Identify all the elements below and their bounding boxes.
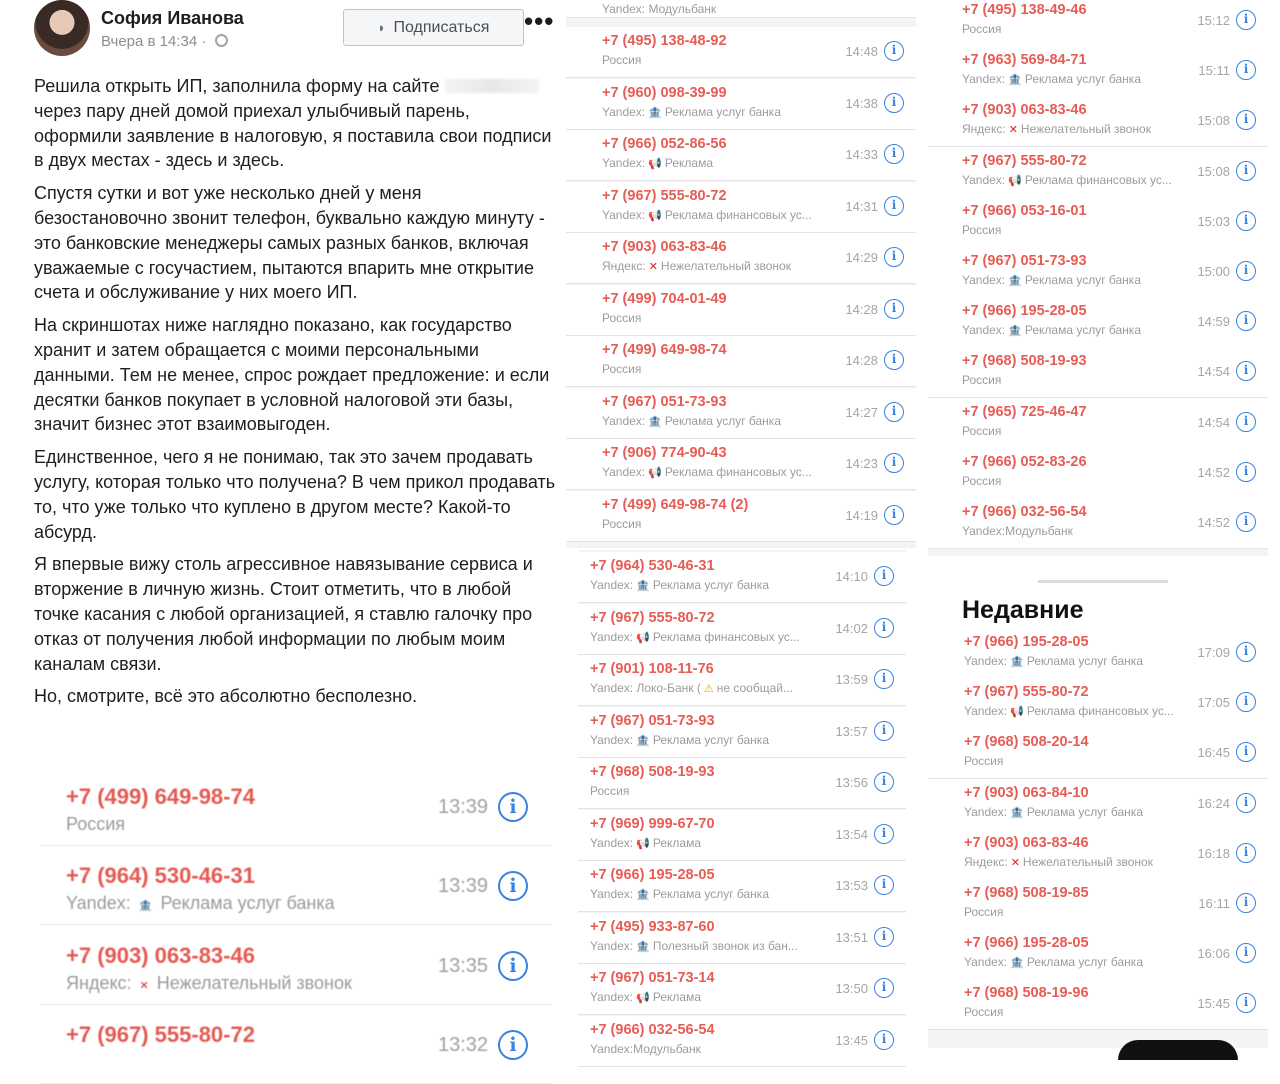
call-time: 16:18 bbox=[1197, 845, 1230, 861]
call-label: Яндекс: ✕ Нежелательный звонок bbox=[962, 122, 1151, 137]
call-time: 17:05 bbox=[1197, 695, 1230, 711]
info-icon[interactable]: i bbox=[1236, 211, 1256, 231]
call-row[interactable] bbox=[566, 0, 916, 18]
call-label: Yandex: 📢 Реклама bbox=[590, 835, 701, 850]
subscribe-button[interactable] bbox=[343, 9, 524, 46]
phone-number: +7 (967) 555-80-72 bbox=[590, 609, 715, 626]
call-row[interactable] bbox=[928, 347, 1268, 398]
call-row[interactable] bbox=[566, 388, 916, 439]
info-icon[interactable]: i bbox=[1236, 843, 1256, 863]
call-row[interactable] bbox=[928, 779, 1268, 830]
more-options-icon[interactable]: ••• bbox=[524, 6, 555, 36]
phone-number: +7 (903) 063-83-46 bbox=[602, 239, 727, 255]
phone-number: +7 (966) 053-16-01 bbox=[962, 202, 1087, 219]
call-label: Россия bbox=[964, 1005, 1004, 1020]
phone-number: +7 (966) 195-28-05 bbox=[590, 867, 715, 883]
phone-number: +7 (966) 195-28-05 bbox=[962, 303, 1087, 320]
call-time: 15:45 bbox=[1197, 996, 1230, 1012]
bank-icon: 🏦 bbox=[636, 889, 650, 901]
info-icon[interactable]: i bbox=[1236, 311, 1256, 331]
call-time: 13:32 bbox=[438, 1034, 489, 1056]
call-label: Yandex: Локо-Банк ( ⚠ не сообщай... bbox=[590, 681, 793, 695]
call-time: 13:39 bbox=[438, 875, 489, 897]
phone-number: +7 (965) 725-46-47 bbox=[962, 403, 1087, 420]
call-time: 15:03 bbox=[1197, 213, 1230, 229]
cross-icon: ✕ bbox=[1010, 856, 1020, 869]
call-row[interactable] bbox=[578, 758, 906, 809]
info-icon[interactable]: i bbox=[884, 93, 904, 113]
phone-number: +7 (903) 063-83-46 bbox=[66, 943, 255, 968]
call-row[interactable] bbox=[928, 879, 1268, 930]
call-time: 13:56 bbox=[835, 775, 868, 790]
call-row[interactable] bbox=[928, 448, 1268, 499]
call-row[interactable] bbox=[578, 810, 906, 861]
author-name[interactable]: София Иванова bbox=[101, 8, 244, 28]
call-log-panel bbox=[578, 550, 906, 1056]
call-row[interactable] bbox=[578, 861, 906, 912]
info-icon[interactable]: i bbox=[1236, 261, 1256, 281]
call-time: 13:51 bbox=[835, 929, 868, 945]
globe-icon bbox=[215, 34, 228, 47]
info-icon[interactable]: i bbox=[1236, 110, 1256, 130]
call-row[interactable] bbox=[566, 130, 916, 181]
bank-icon: 🏦 bbox=[1010, 806, 1024, 819]
info-icon[interactable]: i bbox=[1236, 512, 1256, 532]
bank-icon: 🏦 bbox=[636, 580, 650, 592]
call-label: Россия bbox=[66, 814, 126, 834]
info-icon[interactable]: i bbox=[1236, 161, 1256, 181]
call-label: Yandex: 📢 Реклама финансовых ус... bbox=[964, 704, 1174, 719]
info-icon[interactable]: i bbox=[1236, 10, 1256, 30]
call-row[interactable] bbox=[928, 398, 1268, 449]
call-time: 15:08 bbox=[1197, 113, 1230, 129]
call-time: 15:08 bbox=[1197, 163, 1230, 179]
call-time: 14:38 bbox=[845, 95, 878, 111]
info-icon[interactable]: i bbox=[874, 772, 894, 792]
megaphone-icon: 📢 bbox=[1008, 174, 1022, 187]
call-label: Yandex: 🏦 Реклама услуг банка bbox=[590, 732, 769, 747]
call-row[interactable] bbox=[928, 0, 1268, 47]
call-row[interactable] bbox=[928, 728, 1268, 779]
info-icon[interactable]: i bbox=[1236, 793, 1256, 813]
call-label: Россия bbox=[962, 222, 1002, 237]
info-icon[interactable]: i bbox=[884, 350, 904, 370]
phone-number: +7 (963) 569-84-71 bbox=[962, 52, 1087, 69]
info-icon[interactable]: i bbox=[884, 453, 904, 473]
call-time: 14:33 bbox=[845, 147, 878, 162]
call-time: 13:57 bbox=[835, 723, 868, 739]
call-label: Yandex: 📢 Реклама финансовых ус... bbox=[602, 207, 812, 222]
call-label: Yandex: 🏦 Реклама услуг банка bbox=[964, 804, 1143, 819]
rss-icon: ◗ bbox=[377, 20, 386, 35]
info-icon[interactable]: i bbox=[884, 247, 904, 267]
info-icon[interactable]: i bbox=[874, 875, 894, 895]
bank-icon: 🏦 bbox=[1010, 957, 1024, 970]
megaphone-icon: 📢 bbox=[648, 209, 662, 222]
call-row[interactable] bbox=[578, 655, 906, 706]
call-row[interactable] bbox=[566, 336, 916, 387]
call-time: 13:59 bbox=[835, 672, 868, 687]
phone-number: +7 (966) 052-86-56 bbox=[602, 136, 727, 152]
call-label: Yandex: 📢 Реклама финансовых ус... bbox=[590, 629, 800, 644]
call-time: 14:59 bbox=[1197, 314, 1230, 330]
call-time: 14:29 bbox=[845, 250, 878, 265]
post-meta bbox=[101, 33, 228, 50]
phone-number: +7 (499) 649-98-74 bbox=[66, 784, 255, 809]
phone-number: +7 (968) 508-19-96 bbox=[964, 985, 1089, 1002]
call-label: Yandex: 🏦 Полезный звонок из бан... bbox=[590, 938, 798, 953]
phone-number: +7 (499) 649-98-74 (2) bbox=[602, 496, 749, 513]
info-icon[interactable]: i bbox=[498, 792, 528, 822]
call-row[interactable] bbox=[928, 628, 1268, 679]
recent-calls-panel bbox=[928, 566, 1268, 1048]
call-time: 16:06 bbox=[1197, 946, 1230, 962]
info-icon[interactable]: i bbox=[874, 721, 894, 741]
call-row[interactable] bbox=[40, 770, 552, 846]
call-time: 16:45 bbox=[1197, 745, 1230, 761]
call-label: Yandex:Модульбанк bbox=[962, 524, 1073, 538]
info-icon[interactable]: i bbox=[1236, 60, 1256, 80]
megaphone-icon: 📢 bbox=[636, 837, 650, 850]
info-icon[interactable]: i bbox=[498, 1030, 528, 1060]
call-label: Россия bbox=[962, 22, 1002, 36]
info-icon[interactable]: i bbox=[884, 144, 904, 164]
call-row[interactable] bbox=[928, 46, 1268, 97]
phone-number: +7 (499) 704-01-49 bbox=[602, 290, 727, 307]
info-icon[interactable]: i bbox=[1236, 943, 1256, 963]
call-label: Яндекс: ✕ Нежелательный звонок bbox=[964, 854, 1153, 869]
phone-number: +7 (968) 508-20-14 bbox=[964, 734, 1089, 751]
call-row[interactable] bbox=[566, 27, 916, 78]
call-row[interactable] bbox=[566, 233, 916, 284]
phone-number: +7 (967) 555-80-72 bbox=[66, 1022, 255, 1047]
phone-number: +7 (903) 063-83-46 bbox=[962, 102, 1087, 119]
call-label: Россия bbox=[962, 373, 1002, 388]
call-row[interactable] bbox=[578, 913, 906, 964]
cross-icon: ✕ bbox=[139, 980, 149, 992]
phone-number: +7 (967) 051-73-93 bbox=[962, 253, 1087, 269]
cross-icon: ✕ bbox=[648, 261, 658, 273]
phone-number: +7 (967) 051-73-93 bbox=[590, 712, 715, 729]
megaphone-icon: 📢 bbox=[636, 992, 650, 1004]
info-icon[interactable]: i bbox=[1236, 642, 1256, 662]
call-row[interactable] bbox=[928, 498, 1268, 549]
bank-icon: 🏦 bbox=[648, 106, 662, 119]
call-label: Yandex: 📢 Реклама bbox=[602, 156, 713, 170]
call-label: Yandex: 🏦 Реклама услуг банка bbox=[590, 578, 769, 592]
call-label: Yandex: 📢 Реклама финансовых ус... bbox=[962, 172, 1172, 187]
phone-number: +7 (966) 195-28-05 bbox=[964, 935, 1089, 952]
post-paragraph: Я впервые вижу столь агрессивное навязывание сервиса и вторжение в личную жизнь. Стоит отметить, что в любой точке касания с любой организацией, я ставлю галочку про отказ от получения любой информации по любым моим каналам связи. bbox=[34, 554, 533, 674]
bank-icon: 🏦 bbox=[636, 940, 650, 953]
recent-title: Недавние bbox=[962, 596, 1084, 624]
phone-number: +7 (964) 530-46-31 bbox=[590, 558, 715, 574]
call-time: 15:11 bbox=[1198, 63, 1230, 79]
post-paragraph: Спустя сутки и вот уже несколько дней у меня безостановочно звонит телефон, буквально каждую минуту - это банковские менеджеры самых разных банков, включая уважаемые с госучастием, пытаются впарить мне открытие счета и обслуживание у них моего ИП. bbox=[34, 183, 545, 303]
call-label: Yandex: 🏦 Реклама услуг банка bbox=[962, 323, 1141, 338]
phone-number: +7 (495) 933-87-60 bbox=[590, 918, 715, 935]
call-time: 13:50 bbox=[835, 981, 868, 996]
call-label: Россия bbox=[964, 754, 1004, 769]
call-label: Yandex: 🏦 Реклама услуг банка bbox=[66, 893, 335, 913]
call-time: 13:39 bbox=[438, 796, 489, 818]
call-log-panel bbox=[928, 0, 1268, 556]
post-paragraph: Решила открыть ИП, заполнила форму на сайте через пару дней домой приехал улыбчивый парень, оформили заявление в налоговую, я поставила свои подписи в двух местах - здесь и здесь. bbox=[34, 76, 552, 171]
megaphone-icon: 📢 bbox=[636, 631, 650, 644]
info-icon[interactable]: i bbox=[1236, 692, 1256, 712]
call-label: Россия bbox=[964, 905, 1004, 919]
call-label: Россия bbox=[962, 473, 1002, 488]
info-icon[interactable]: i bbox=[884, 41, 904, 61]
info-icon[interactable]: i bbox=[884, 402, 904, 422]
call-label: Россия bbox=[602, 516, 642, 531]
divider bbox=[1038, 580, 1168, 583]
call-time: 14:52 bbox=[1197, 464, 1230, 480]
call-row[interactable] bbox=[40, 929, 552, 1005]
call-time: 14:52 bbox=[1197, 515, 1230, 530]
info-icon[interactable]: i bbox=[498, 871, 528, 901]
call-time: 13:53 bbox=[835, 878, 868, 893]
phone-number: +7 (966) 195-28-05 bbox=[964, 634, 1089, 650]
bank-icon: 🏦 bbox=[1008, 74, 1022, 87]
call-row[interactable] bbox=[566, 439, 916, 490]
phone-number: +7 (967) 555-80-72 bbox=[962, 152, 1087, 169]
call-time: 14:23 bbox=[845, 456, 878, 471]
call-row[interactable] bbox=[578, 604, 906, 655]
info-icon[interactable]: i bbox=[1236, 993, 1256, 1013]
phone-number: +7 (967) 051-73-14 bbox=[590, 970, 715, 986]
blurred-link bbox=[445, 79, 539, 93]
bank-icon: 🏦 bbox=[138, 900, 153, 912]
call-time: 13:45 bbox=[835, 1032, 868, 1048]
call-label: Yandex: 🏦 Реклама услуг банка bbox=[962, 72, 1141, 87]
call-label: Yandex: 🏦 Реклама услуг банка bbox=[590, 887, 769, 901]
call-label: Россия bbox=[602, 310, 642, 325]
call-row[interactable] bbox=[928, 197, 1268, 248]
facebook-post bbox=[0, 0, 566, 1056]
call-time: 14:19 bbox=[845, 507, 878, 523]
phone-number: +7 (967) 051-73-93 bbox=[602, 393, 727, 410]
device-edge bbox=[1118, 1040, 1238, 1060]
call-row[interactable] bbox=[928, 96, 1268, 147]
phone-number: +7 (966) 052-83-26 bbox=[962, 453, 1087, 470]
call-row[interactable] bbox=[928, 297, 1268, 348]
call-time: 14:28 bbox=[845, 353, 878, 368]
info-icon[interactable]: i bbox=[1236, 462, 1256, 482]
call-row[interactable] bbox=[566, 491, 916, 542]
phone-number: +7 (901) 108-11-76 bbox=[590, 661, 714, 677]
phone-number: +7 (960) 098-39-99 bbox=[602, 84, 727, 101]
call-label: Yandex: 🏦 Реклама услуг банка bbox=[964, 654, 1143, 668]
info-icon[interactable]: i bbox=[884, 299, 904, 319]
post-header bbox=[34, 0, 564, 64]
call-row[interactable] bbox=[578, 964, 906, 1015]
call-label: Yandex: 🏦 Реклама услуг банка bbox=[964, 955, 1143, 970]
phone-number: +7 (969) 999-67-70 bbox=[590, 815, 715, 832]
call-row[interactable] bbox=[578, 1016, 906, 1067]
info-icon[interactable]: i bbox=[874, 566, 894, 586]
phone-number: +7 (495) 138-48-92 bbox=[602, 33, 727, 49]
phone-number: +7 (968) 508-19-85 bbox=[964, 885, 1089, 901]
info-icon[interactable]: i bbox=[874, 927, 894, 947]
phone-number: +7 (906) 774-90-43 bbox=[602, 445, 727, 461]
call-time: 13:54 bbox=[835, 826, 868, 842]
phone-number: +7 (499) 649-98-74 bbox=[602, 342, 727, 358]
megaphone-icon: 📢 bbox=[1010, 706, 1024, 719]
call-label: Яндекс: ✕ Нежелательный звонок bbox=[602, 259, 791, 273]
call-time: 14:02 bbox=[835, 620, 868, 636]
post-text bbox=[34, 74, 559, 717]
call-row[interactable] bbox=[566, 285, 916, 336]
call-row[interactable] bbox=[566, 182, 916, 233]
call-label: Yandex: 📢 Реклама bbox=[590, 990, 701, 1004]
call-time: 15:00 bbox=[1197, 264, 1230, 279]
call-label: Yandex: 📢 Реклама финансовых ус... bbox=[602, 465, 812, 479]
info-icon[interactable]: i bbox=[498, 951, 528, 981]
bank-icon: 🏦 bbox=[1008, 325, 1022, 338]
warning-icon: ⚠ bbox=[703, 683, 714, 695]
bank-icon: 🏦 bbox=[648, 415, 662, 428]
call-row[interactable] bbox=[928, 829, 1268, 880]
call-time: 16:11 bbox=[1198, 896, 1230, 911]
info-icon[interactable]: i bbox=[874, 669, 894, 689]
call-time: 13:35 bbox=[438, 955, 489, 977]
call-label: Yandex: 🏦 Реклама услуг банка bbox=[602, 413, 781, 428]
call-time: 14:54 bbox=[1197, 364, 1230, 380]
info-icon[interactable]: i bbox=[884, 505, 904, 525]
call-label: Яндекс: ✕ Нежелательный звонок bbox=[66, 973, 352, 993]
call-time: 14:28 bbox=[845, 301, 878, 317]
call-label: Yandex: 🏦 Реклама услуг банка bbox=[962, 273, 1141, 287]
megaphone-icon: 📢 bbox=[648, 158, 662, 170]
call-label: Россия bbox=[602, 362, 642, 376]
call-label: Россия bbox=[590, 784, 630, 798]
call-row[interactable] bbox=[40, 849, 552, 925]
post-paragraph: Единственное, чего я не понимаю, так это зачем продавать услугу, которая только что получена? В чем прикол продавать то, что уже только что куплено в другом месте? Какой-то абсурд. bbox=[34, 447, 556, 542]
info-icon[interactable]: i bbox=[874, 824, 894, 844]
call-row[interactable] bbox=[928, 979, 1268, 1030]
info-icon[interactable]: i bbox=[874, 618, 894, 638]
call-time: 14:27 bbox=[845, 404, 878, 420]
info-icon[interactable]: i bbox=[1236, 742, 1256, 762]
info-icon[interactable]: i bbox=[1236, 361, 1256, 381]
call-time: 15:12 bbox=[1197, 13, 1230, 28]
call-log-panel bbox=[566, 0, 916, 548]
call-time: 17:09 bbox=[1197, 645, 1230, 660]
post-paragraph: На скриншотах ниже наглядно показано, как государство хранит и затем обращается с моими персональными данными. Тем не менее, спрос рождает предложение: и если десятки банков покупает в условной налоговой эти базы, значит бизнес этот взаимовыгоден. bbox=[34, 315, 550, 435]
bank-icon: 🏦 bbox=[1008, 275, 1022, 287]
megaphone-icon: 📢 bbox=[648, 467, 662, 479]
phone-number: +7 (964) 530-46-31 bbox=[66, 863, 255, 888]
call-row[interactable] bbox=[928, 678, 1268, 729]
phone-number: +7 (966) 032-56-54 bbox=[962, 504, 1087, 520]
phone-number: +7 (967) 555-80-72 bbox=[602, 187, 727, 204]
cross-icon: ✕ bbox=[1008, 124, 1018, 137]
post-time[interactable]: Вчера в 14:34 · bbox=[101, 33, 207, 50]
info-icon[interactable]: i bbox=[884, 196, 904, 216]
call-row[interactable] bbox=[578, 707, 906, 758]
phone-number: +7 (968) 508-19-93 bbox=[962, 353, 1087, 370]
subscribe-label: Подписаться bbox=[393, 18, 490, 36]
call-time: 14:31 bbox=[845, 198, 878, 214]
call-row[interactable] bbox=[40, 1008, 552, 1084]
bank-icon: 🏦 bbox=[1010, 656, 1024, 668]
phone-number: +7 (966) 032-56-54 bbox=[590, 1021, 715, 1038]
phone-number: +7 (495) 138-49-46 bbox=[962, 2, 1087, 18]
call-label: Yandex: 🏦 Реклама услуг банка bbox=[602, 104, 781, 119]
call-time: 16:24 bbox=[1197, 795, 1230, 811]
info-icon[interactable]: i bbox=[1236, 893, 1256, 913]
call-row[interactable] bbox=[566, 79, 916, 130]
call-label: Yandex: Модульбанк bbox=[602, 2, 717, 16]
call-label: Россия bbox=[962, 423, 1002, 438]
call-row[interactable] bbox=[578, 552, 906, 603]
call-time: 14:54 bbox=[1197, 414, 1230, 430]
call-label: Yandex:Модульбанк bbox=[590, 1041, 701, 1056]
call-label: Россия bbox=[602, 53, 642, 67]
phone-number: +7 (968) 508-19-93 bbox=[590, 764, 715, 780]
info-icon[interactable]: i bbox=[874, 1030, 894, 1050]
call-row[interactable] bbox=[928, 247, 1268, 298]
phone-number: +7 (903) 063-83-46 bbox=[964, 834, 1089, 851]
post-paragraph: Но, смотрите, всё это абсолютно бесполезно. bbox=[34, 686, 418, 707]
call-time: 14:10 bbox=[835, 569, 868, 584]
bank-icon: 🏦 bbox=[636, 734, 650, 747]
call-time: 14:48 bbox=[845, 44, 878, 59]
info-icon[interactable]: i bbox=[1236, 412, 1256, 432]
info-icon[interactable]: i bbox=[874, 978, 894, 998]
call-row[interactable] bbox=[928, 147, 1268, 198]
phone-number: +7 (967) 555-80-72 bbox=[964, 684, 1089, 701]
author-avatar[interactable] bbox=[34, 0, 90, 56]
phone-number: +7 (903) 063-84-10 bbox=[964, 784, 1089, 801]
call-row[interactable] bbox=[928, 929, 1268, 980]
